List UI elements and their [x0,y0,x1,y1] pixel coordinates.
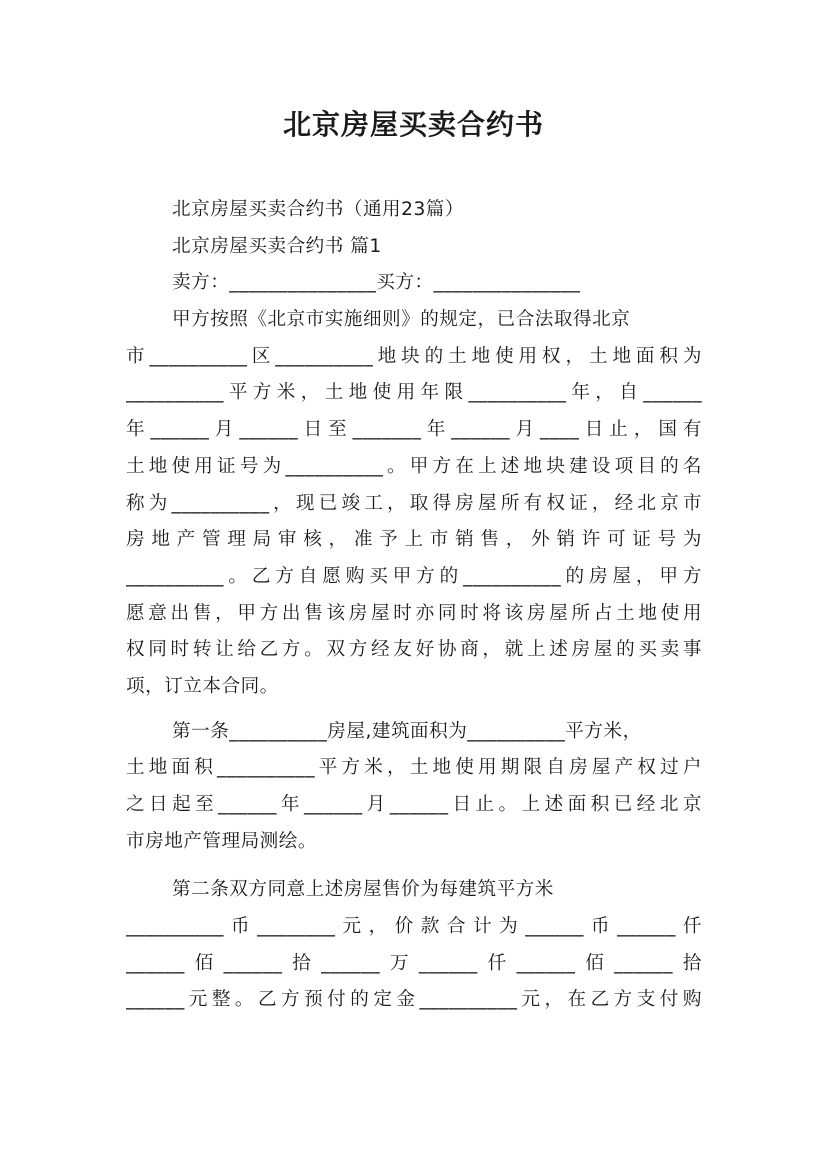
clause-one-line: 市房地产管理局测绘。 [126,830,317,852]
paragraph-line: 房地产管理局审核，准予上市销售，外销许可证号为 [126,529,702,551]
document-title: 北京房屋买卖合约书 [282,108,544,141]
clause-two-line: ______佰______拾______万______仟______佰______拾 [126,952,702,974]
paragraph-line: __________。乙方自愿购买甲方的__________的房屋，甲方 [126,565,702,587]
clause-two-line: 第二条双方同意上述房屋售价为每建筑平方米 [172,879,554,901]
paragraph-line: 愿意出售，甲方出售该房屋时亦同时将该房屋所占土地使用 [126,602,702,624]
paragraph-line: 称为__________，现已竣工，取得房屋所有权证，经北京市 [126,492,702,514]
clause-two-line: __________币________元，价款合计为______币______仟 [126,916,702,938]
paragraph-line: 权同时转让给乙方。双方经友好协商，就上述房屋的买卖事 [126,639,702,661]
paragraph-line: __________平方米，土地使用年限__________年，自______ [126,382,702,404]
clause-one-line: 土地面积__________平方米，土地使用期限自房屋产权过户 [126,757,702,779]
paragraph-line: 项，订立本合同。 [126,675,279,697]
paragraph-line: 土地使用证号为__________。甲方在上述地块建设项目的名 [126,455,702,477]
parties-line: 卖方：_______________买方：_______________ [172,272,581,294]
section-heading: 北京房屋买卖合约书 篇1 [172,235,382,257]
document-body [126,192,702,1019]
clause-one-line: 之日起至______年______月______日止。上述面积已经北京 [126,794,702,815]
paragraph-line: 市__________区__________地块的土地使用权，土地面积为 [126,345,702,367]
subtitle-line: 北京房屋买卖合约书（通用23篇） [172,199,464,220]
clause-one-line: 第一条__________房屋,建筑面积为__________平方米， [172,720,642,742]
clause-two-line: ______元整。乙方预付的定金__________元，在乙方支付购 [126,989,702,1011]
paragraph-line: 甲方按照《北京市实施细则》的规定，已合法取得北京 [172,309,631,331]
paragraph-line: 年______月______日至_______年______月____日止，国有 [126,419,702,441]
